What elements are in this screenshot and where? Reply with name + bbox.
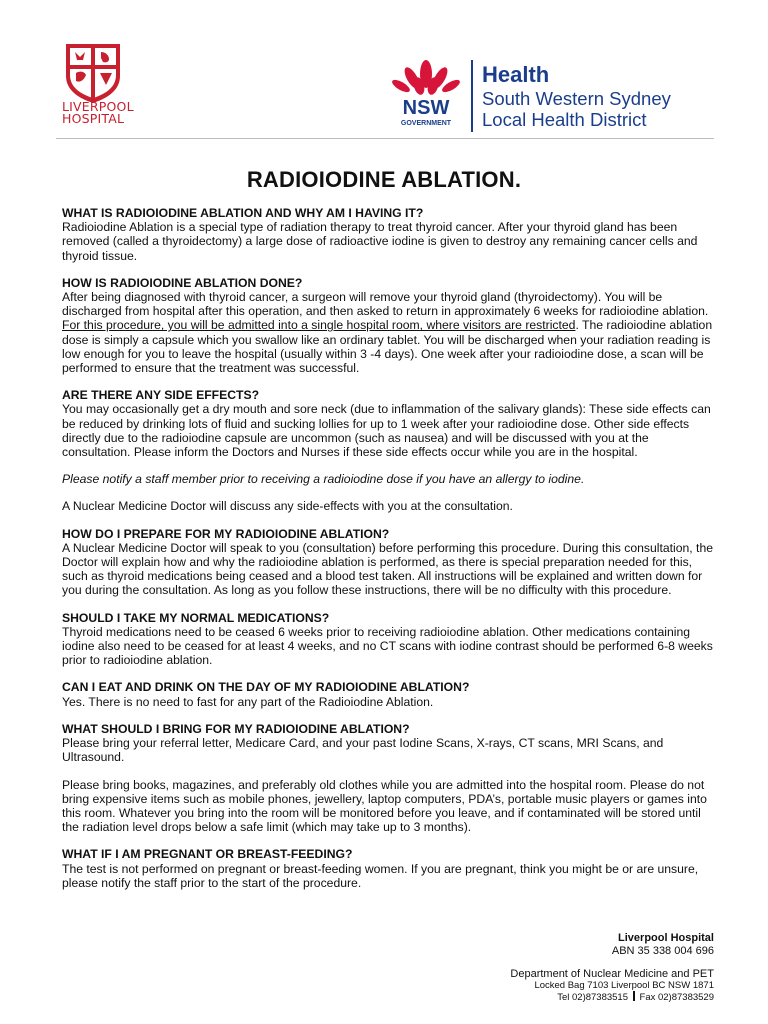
footer-hospital-info xyxy=(612,932,714,958)
section-heading: WHAT IS RADIOIODINE ABLATION AND WHY AM I HAVING IT? xyxy=(62,206,424,220)
nsw-logo-text: NSW xyxy=(402,97,450,119)
footer-department-info xyxy=(510,968,714,1003)
document-body xyxy=(62,206,714,903)
nsw-logo-subtext: GOVERNMENT xyxy=(400,120,452,127)
allergy-note: Please notify a staff member prior to receiving a radioiodine dose if you have an allergy to iodine. xyxy=(62,472,585,487)
footer-tel: Tel 02)87383515 xyxy=(557,992,629,1003)
section-how-done xyxy=(62,276,714,375)
section-medications xyxy=(62,611,714,668)
footer-department: Department of Nuclear Medicine and PET xyxy=(510,968,714,980)
section-body: You may occasionally get a dry mouth and sore neck (due to inflammation of the salivary glands): These side effects can be reduced by drinking lots of fluid and sucking lollies for up to 1 week after your radioiodine dose. Other side effects directly due to the radioiodine capsule are uncommon (such as nausea) and will be discussed with you at the consultation. Please inform the Doctors and Nurses if these side effects occur while you are in the hospital. xyxy=(62,402,711,460)
health-title: Health xyxy=(482,62,550,87)
nsw-logo-divider xyxy=(471,60,473,132)
doctor-note: A Nuclear Medicine Doctor will discuss any side-effects with you at the consultation. xyxy=(62,499,513,514)
section-heading: WHAT SHOULD I BRING FOR MY RADIOIODINE ABLATION? xyxy=(62,721,410,736)
section-body: Radioiodine Ablation is a special type of radiation therapy to treat thyroid cancer. After your thyroid gland has been removed (called a thyroidectomy) a large dose of radioactive iodine is given to destroy any remaining cancer cells and thyroid tissue. xyxy=(62,220,698,263)
section-body-part2: . The radioiodine ablation dose is simply a capsule which you swallow like an ordinary tablet. You will be discharged when your radiation reading is low enough for you to leave the hospital (usually within 3 -4 days). One week after your radioiodine dose, a scan will be performed to ensure that the treatment was successful. xyxy=(62,318,713,376)
section-heading: HOW DO I PREPARE FOR MY RADIOIODINE ABLATION? xyxy=(62,526,390,541)
section-eat-drink xyxy=(62,680,714,708)
section-body: The test is not performed on pregnant or breast-feeding women. If you are pregnant, think you might be or are unsure, please notify the staff prior to the start of the procedure. xyxy=(62,861,699,890)
nsw-waratah-logo xyxy=(386,52,466,132)
health-district-line1: South Western Sydney xyxy=(482,88,671,109)
health-district-wordmark xyxy=(482,62,671,130)
section-heading: ARE THERE ANY SIDE EFFECTS? xyxy=(62,388,260,403)
section-heading: CAN I EAT AND DRINK ON THE DAY OF MY RADIOIODINE ABLATION? xyxy=(62,680,470,695)
section-body: Thyroid medications need to be ceased 6 weeks prior to receiving radioiodine ablation. Other medications containing iodine also need to be ceased for at least 4 weeks, and no CT scans with iodine contrast should be performed 6-8 weeks prior to radioiodine ablation. xyxy=(62,624,713,668)
section-body: A Nuclear Medicine Doctor will speak to you (consultation) before performing this procedure. During this consultation, the Doctor will explain how and why the radioiodine ablation is performed, as there is special preparation needed for this, such as thyroid medications being ceased and a blood test taken. All instructions will be explained and written down for you during the consultation. As long as you follow these instructions, there will be no difficulty with this procedure. xyxy=(62,540,714,598)
bring-note: Please bring books, magazines, and preferably old clothes while you are admitted into the hospital room. Please do not bring expensive items such as mobile phones, jewellery, laptop computers, PDA’s, portable music players or games into this room. Whatever you bring into the room will be monitored before you leave, and if contaminated will be stored until the radiation level drops below a safe limit (which may take up to 3 months). xyxy=(62,777,707,835)
section-body: Please bring your referral letter, Medicare Card, and your past Iodine Scans, X-rays, CT scans, MRI Scans, and Ultrasound. xyxy=(62,736,664,765)
footer-abn: ABN 35 338 004 696 xyxy=(611,945,714,957)
liverpool-hospital-wordmark xyxy=(62,101,134,125)
footer-separator xyxy=(633,991,635,1001)
section-body: Yes. There is no need to fast for any part of the Radioiodine Ablation. xyxy=(62,694,434,709)
section-heading: HOW IS RADIOIODINE ABLATION DONE? xyxy=(62,275,303,290)
section-heading: SHOULD I TAKE MY NORMAL MEDICATIONS? xyxy=(62,610,330,625)
document-title: RADIOIODINE ABLATION. xyxy=(246,167,522,192)
admission-notice-underlined: For this procedure, you will be admitted into a single hospital room, where visitors are restricted xyxy=(62,318,576,333)
section-side-effects xyxy=(62,388,714,459)
section-pregnancy xyxy=(62,847,714,890)
section-what-to-bring xyxy=(62,722,714,765)
footer-address: Locked Bag 7103 Liverpool BC NSW 1871 xyxy=(534,980,714,991)
section-what-is xyxy=(62,206,714,263)
footer-fax: Fax 02)87383529 xyxy=(639,992,714,1003)
liverpool-wordmark-line2: HOSPITAL xyxy=(62,111,125,126)
section-heading: WHAT IF I AM PREGNANT OR BREAST-FEEDING? xyxy=(62,847,353,862)
health-district-line2: Local Health District xyxy=(482,109,647,130)
section-body-part1: After being diagnosed with thyroid cancer, a surgeon will remove your thyroid gland (thyroidectomy). You will be discharged from hospital after this operation, and then asked to return in approximately 6 weeks for radioiodine ablation. xyxy=(62,290,709,319)
footer-contact xyxy=(510,991,714,1003)
liverpool-wordmark-line1: LIVERPOOL xyxy=(62,99,134,114)
section-body xyxy=(62,290,714,375)
section-prepare xyxy=(62,527,714,598)
footer-hospital-name: Liverpool Hospital xyxy=(618,932,714,944)
header-divider xyxy=(56,138,714,139)
